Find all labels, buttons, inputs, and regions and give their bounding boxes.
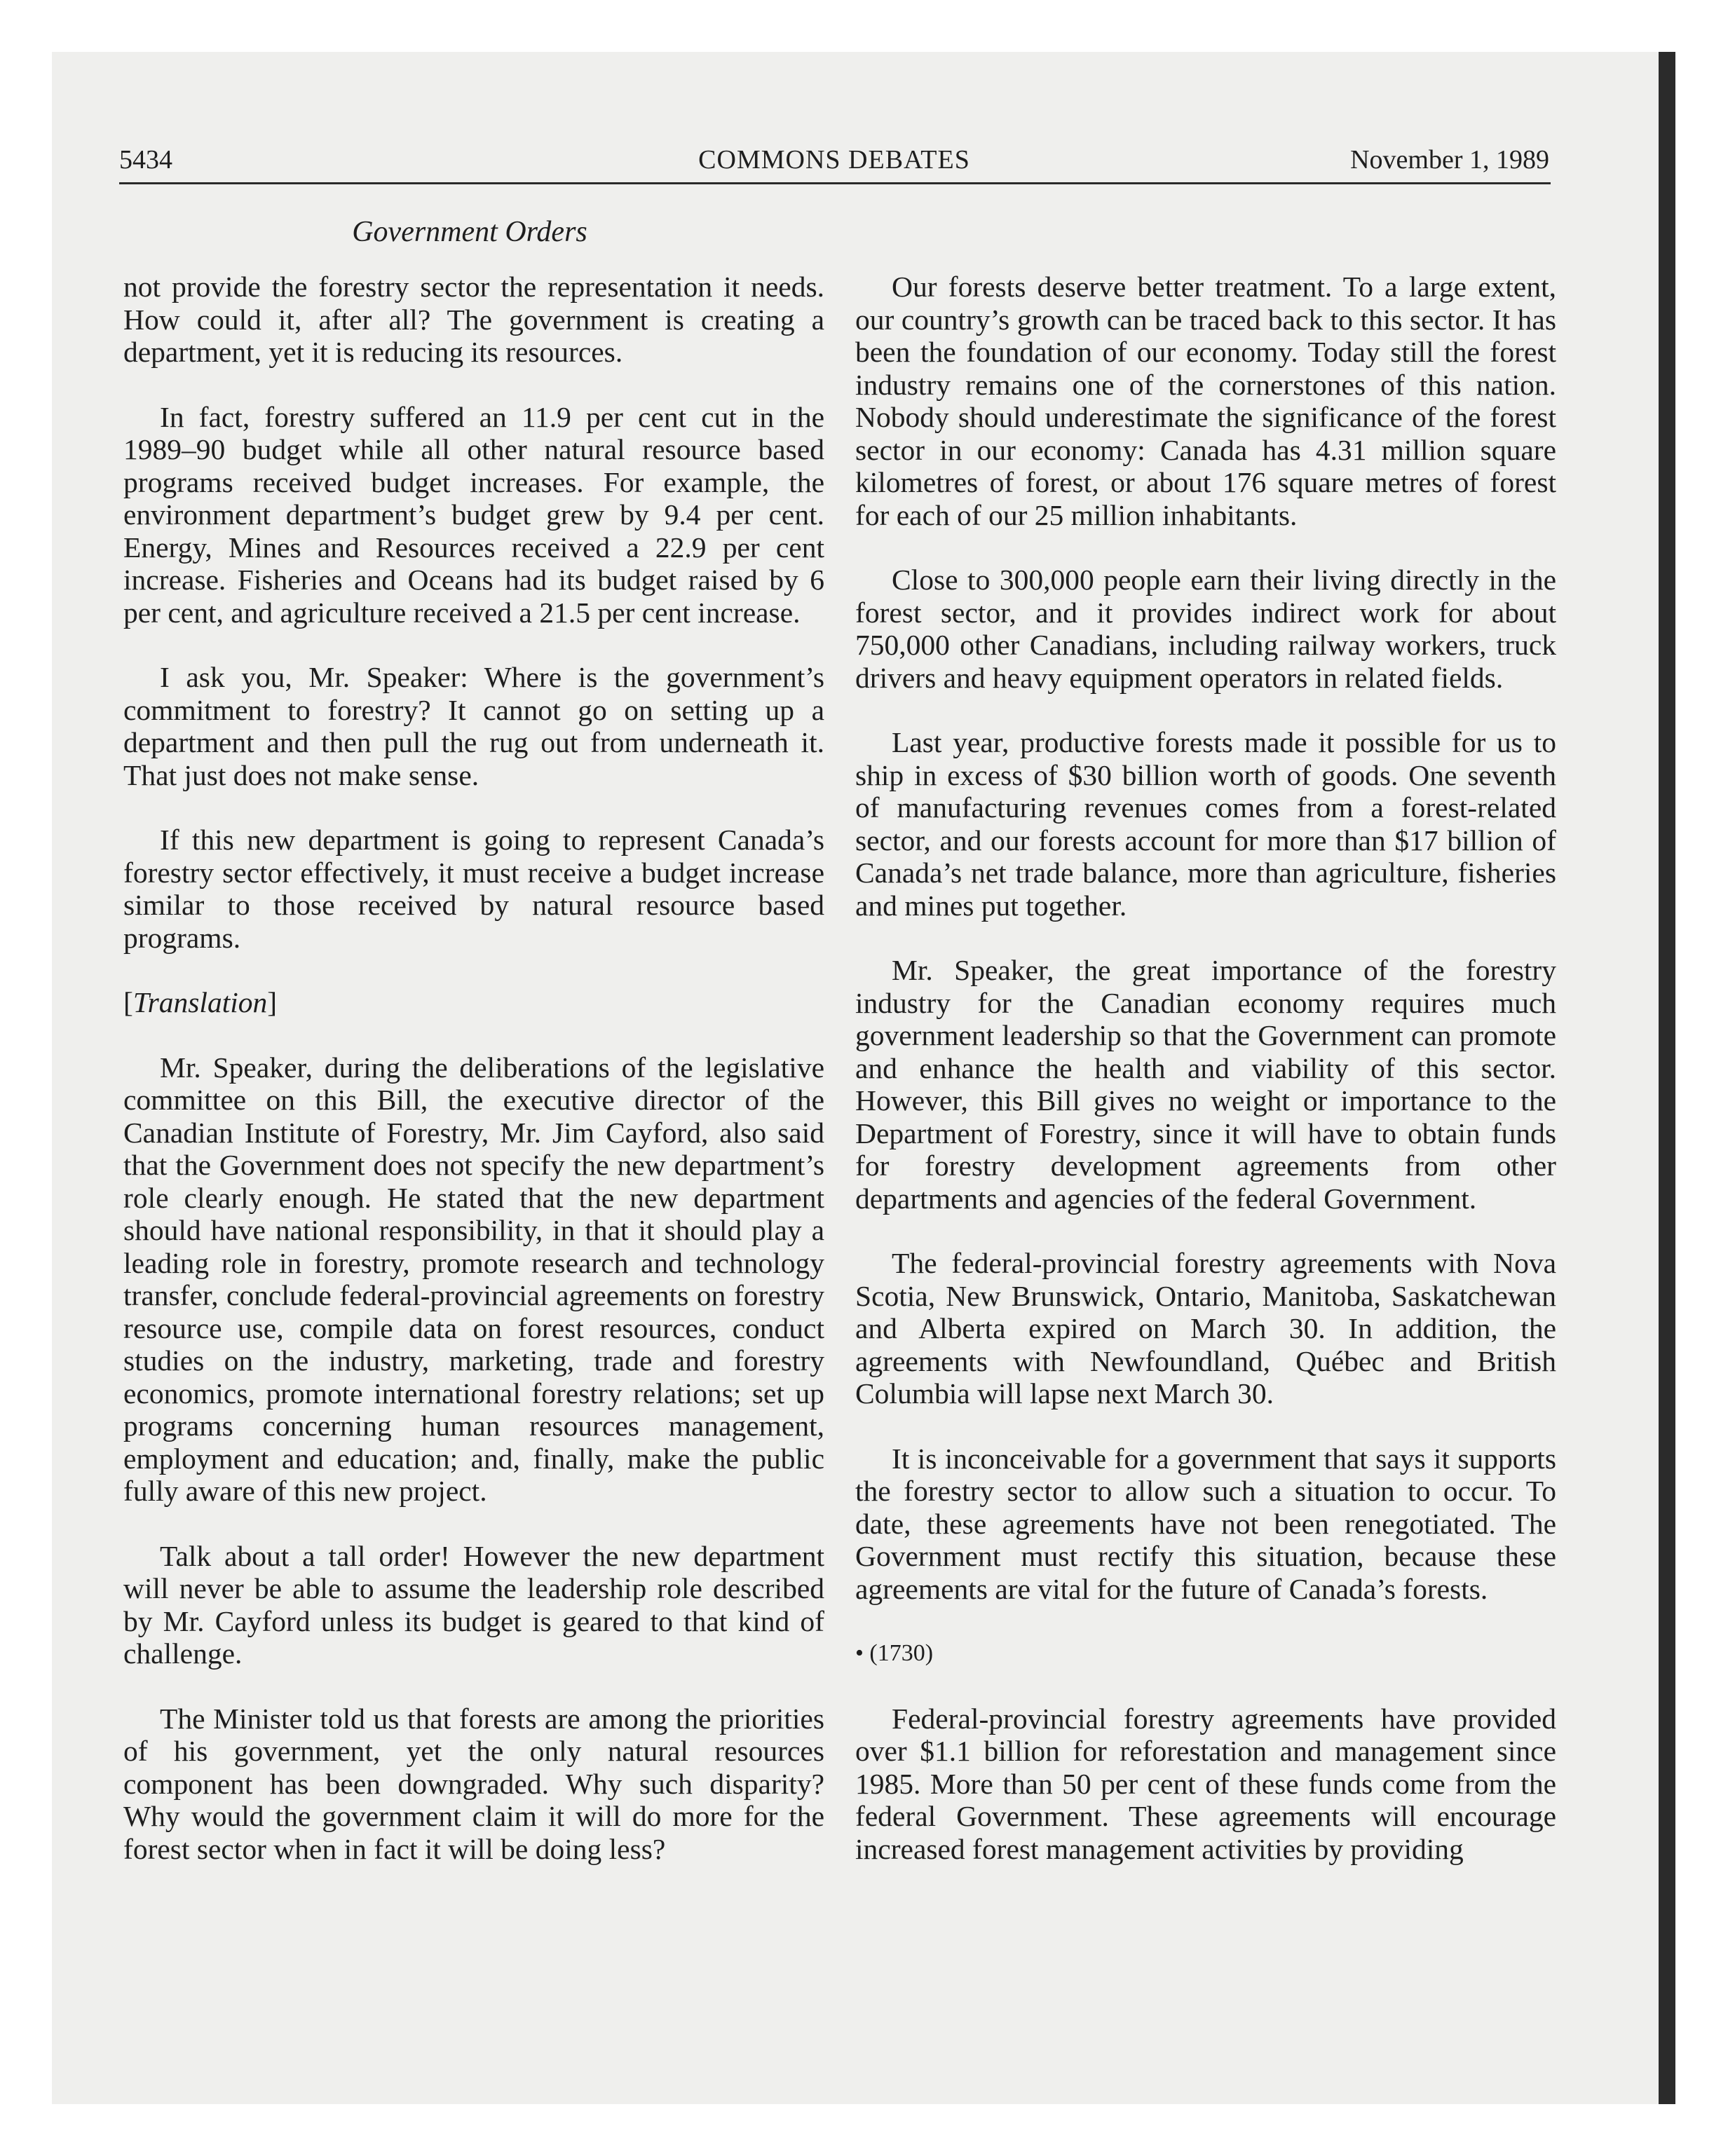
bracket-close: ] (267, 986, 278, 1018)
time-marker: • (1730) (855, 1640, 934, 1666)
left-column (123, 271, 824, 1897)
bracket-open: [ (123, 986, 133, 1018)
journal-title: COMMONS DEBATES (698, 145, 970, 175)
paragraph: I ask you, Mr. Speaker: Where is the government’s commitment to forestry? It cannot go on setting up a department and then pull the rug out from underneath it. That just does not make sense. (123, 661, 824, 791)
paragraph: Mr. Speaker, the great importance of the forestry industry for the Canadian economy requires much government leadership so that the Government can promote and enhance the health and viability of this sector. However, this Bill gives no weight or importance to the Department of Forestry, since it will have to obtain funds for forestry development agreements from other departments and agencies of the federal Government. (855, 954, 1556, 1215)
paragraph: In fact, forestry suffered an 11.9 per cent cut in the 1989–90 budget while all other natural resource based programs received budget increases. For example, the environment department’s budget grew by 9.4 per cent. Energy, Mines and Resources received a 22.9 per cent increase. Fisheries and Oceans had its budget raised by 6 per cent, and agriculture received a 21.5 per cent increase. (123, 400, 824, 629)
scan-edge-bar (1659, 52, 1675, 2104)
paragraph: Federal-provincial forestry agreements have provided over $1.1 billion for reforestation and management since 1985. More than 50 per cent of these funds come from the federal Government. These agreements will encourage increased forest management activities by providing (855, 1702, 1556, 1865)
paragraph: If this new department is going to represent Canada’s forestry sector effectively, it must receive a budget increase similar to those received by natural resource based programs. (123, 824, 824, 954)
section-label: Government Orders (352, 216, 587, 248)
paragraph: Last year, productive forests made it possible for us to ship in excess of $30 billion worth of goods. One seventh of manufacturing revenues comes from a forest-related sector, and our forests account for more than $17 billion of Canada’s net trade balance, more than agriculture, fisheries and mines put together. (855, 726, 1556, 922)
page-number: 5434 (119, 145, 172, 175)
paragraph: It is inconceivable for a government that says it supports the forestry sector to allow such a situation to occur. To date, these agreements have not been renegotiated. The Government must rectify this situation, because these agreements are vital for the future of Canada’s forests. (855, 1442, 1556, 1605)
paragraph: Mr. Speaker, during the deliberations of the legislative committee on this Bill, the executive director of the Canadian Institute of Forestry, Mr. Jim Cayford, also said that the Government does not specify the new department’s role clearly enough. He stated that the new department should have national responsibility, in that it should play a leading role in forestry, promote research and technology transfer, conclude federal-provincial agreements on forestry resource use, compile data on forest resources, conduct studies on the industry, marketing, trade and forestry economics, promote international forestry relations; set up programs concerning human resources management, employment and education; and, finally, make the public fully aware of this new project. (123, 1051, 824, 1507)
paragraph: Our forests deserve better treatment. To a large extent, our country’s growth can be traced back to this sector. It has been the foundation of our economy. Today still the forest industry remains one of the cornerstones of this nation. Nobody should underestimate the significance of the forest sector in our economy: Canada has 4.31 million square kilometres of forest, or about 176 square metres of forest for each of our 25 million inhabitants. (855, 271, 1556, 531)
publication-date: November 1, 1989 (1350, 145, 1549, 175)
right-column (855, 271, 1556, 1897)
paragraph: The federal-provincial forestry agreements with Nova Scotia, New Brunswick, Ontario, Manitoba, Saskatchewan and Alberta expired on March 30. In addition, the agreements with Newfoundland, Québec and British Columbia will lapse next March 30. (855, 1247, 1556, 1410)
page-header (119, 143, 1549, 179)
paragraph: Talk about a tall order! However the new department will never be able to assume the leadership role described by Mr. Cayford unless its budget is geared to that kind of challenge. (123, 1539, 824, 1670)
paragraph: not provide the forestry sector the representation it needs. How could it, after all? The government is creating a department, yet it is reducing its resources. (123, 271, 824, 368)
paragraph: The Minister told us that forests are among the priorities of his government, yet the only natural resources component has been downgraded. Why such disparity? Why would the government claim it will do more for the forest sector when in fact it will be doing less? (123, 1702, 824, 1865)
paragraph: Close to 300,000 people earn their living directly in the forest sector, and it provides indirect work for about 750,000 other Canadians, including railway workers, truck drivers and heavy equipment operators in related fields. (855, 564, 1556, 694)
translation-marker (123, 986, 824, 1019)
translation-label: Translation (132, 986, 268, 1018)
header-rule (119, 182, 1551, 184)
